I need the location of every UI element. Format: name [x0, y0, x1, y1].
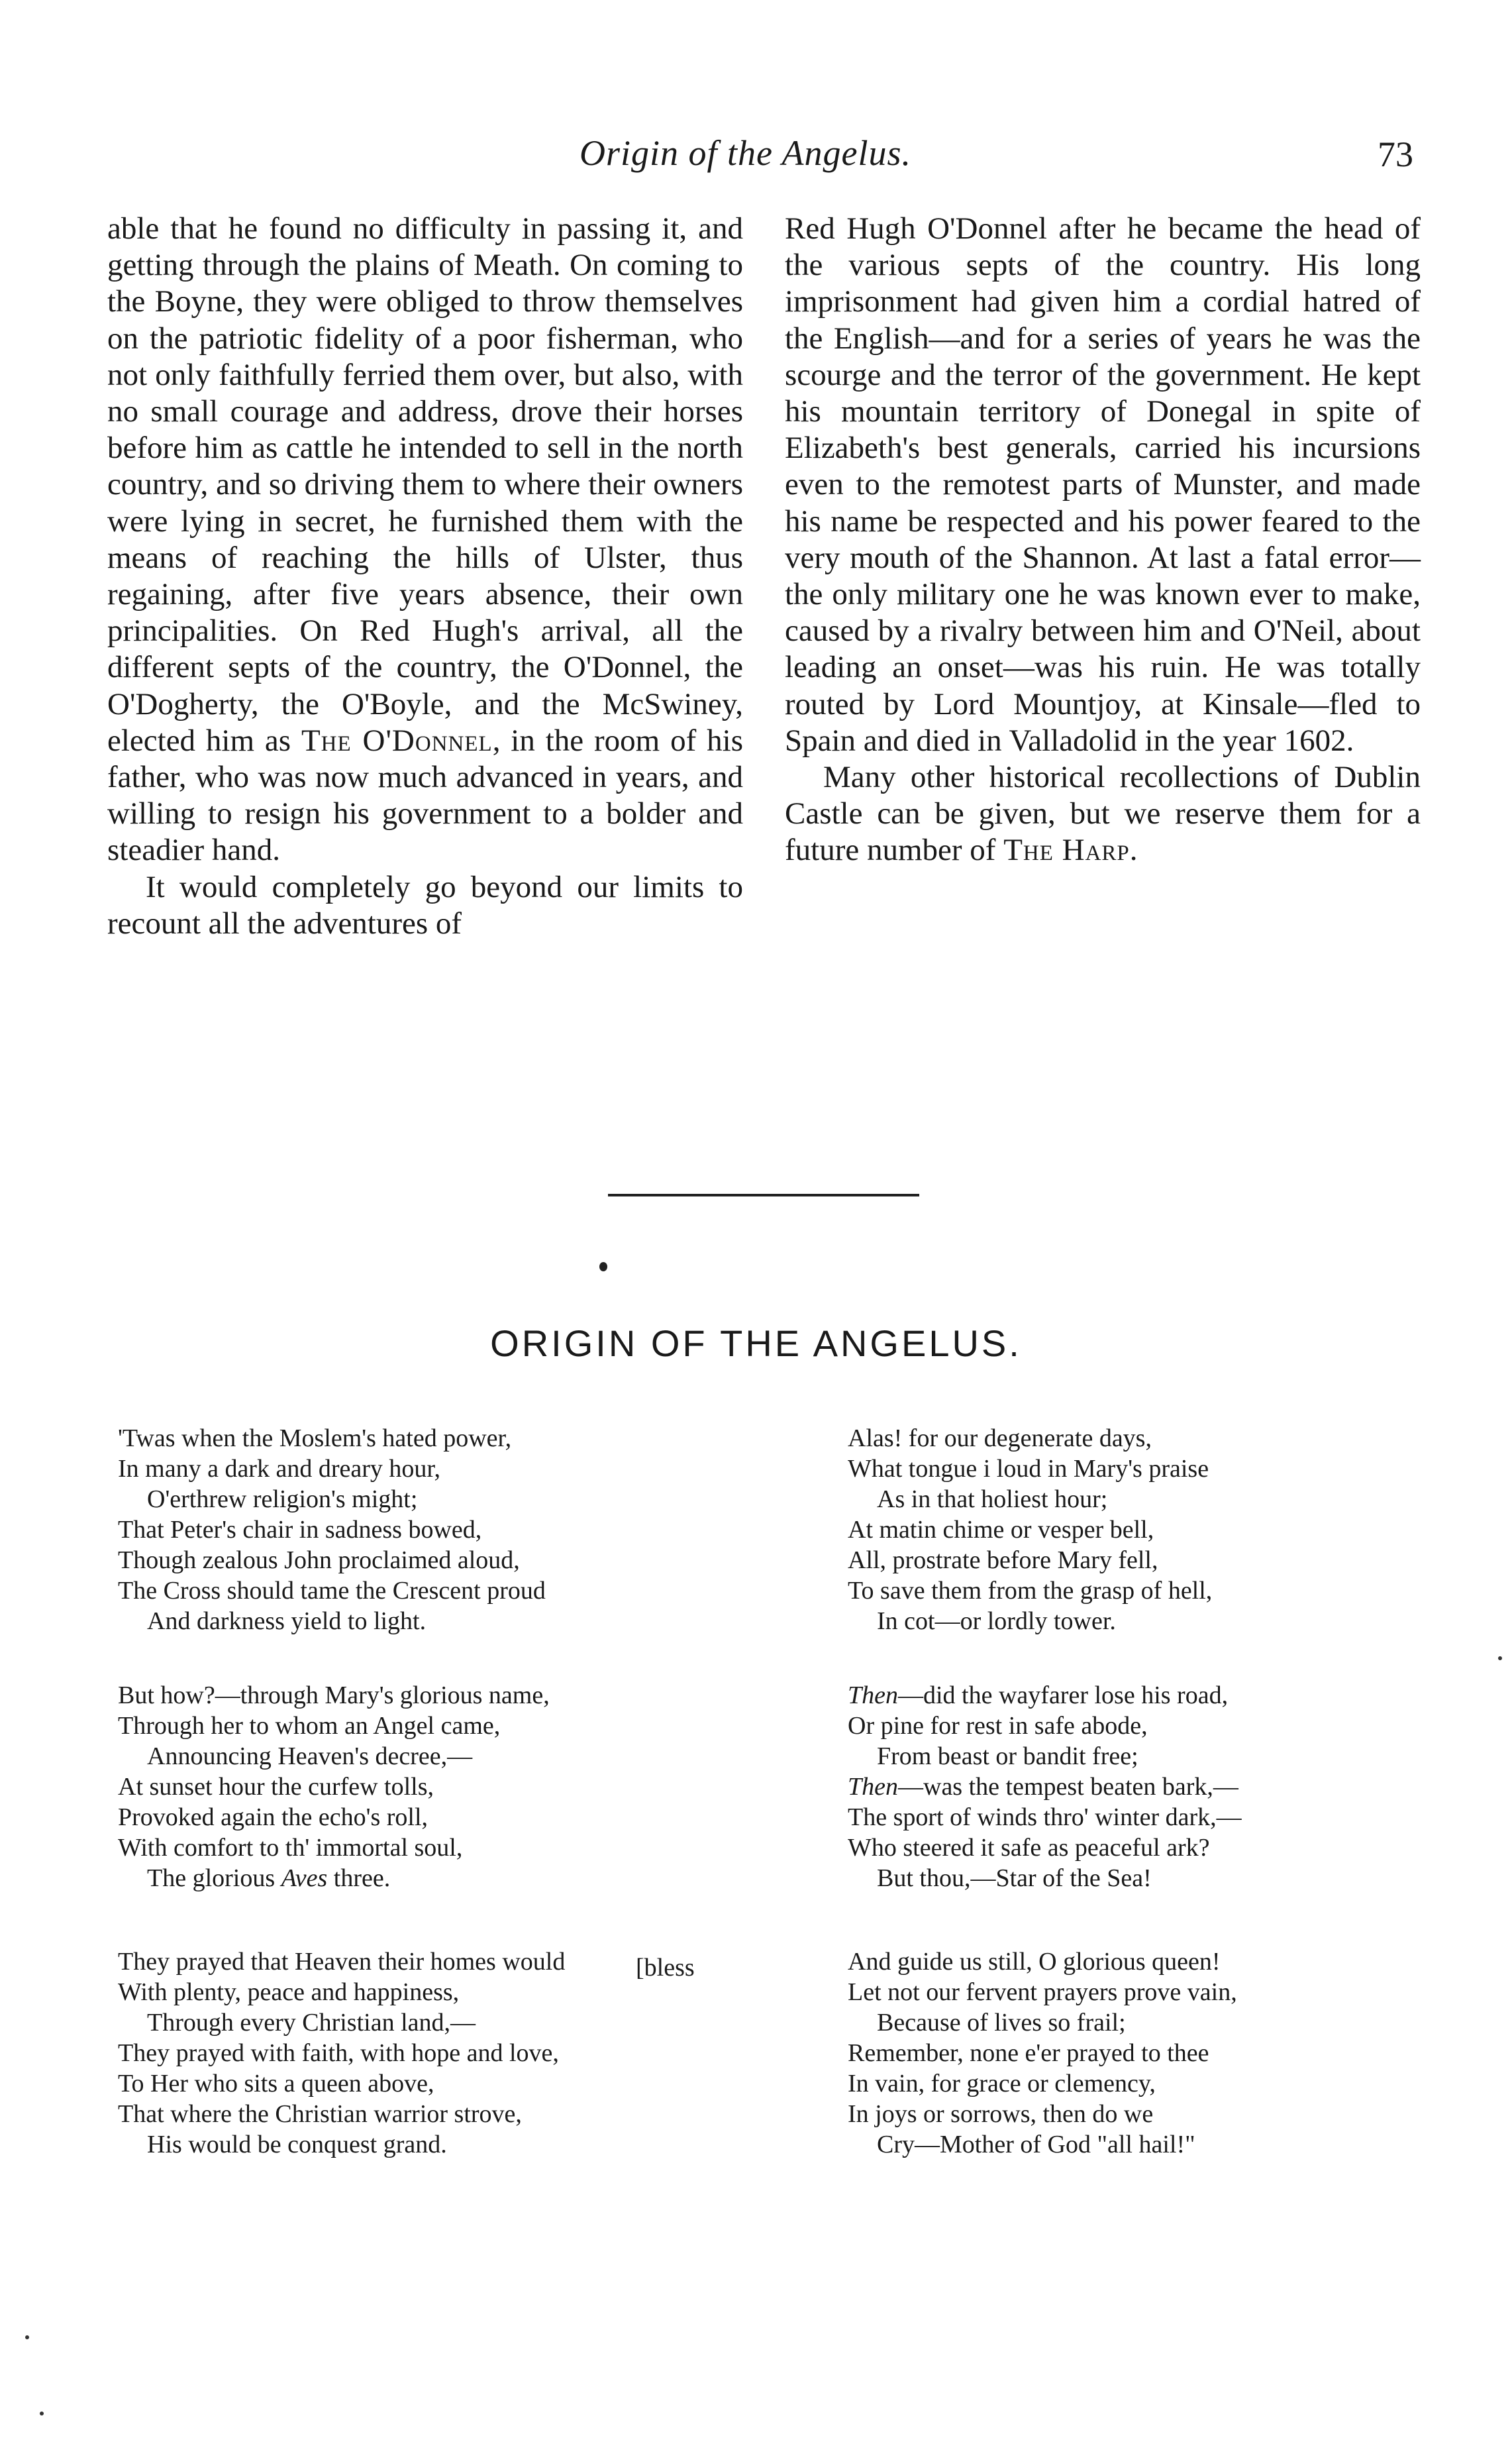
article-paragraph: It would completely go beyond our limits to recount all the adventures of	[107, 869, 743, 941]
poem-line: O'erthrew religion's might;	[147, 1485, 418, 1513]
print-speck	[1498, 1656, 1502, 1660]
poem-stanza-2	[118, 1680, 780, 1893]
poem-line: Alas! for our degenerate days,	[848, 1424, 1152, 1452]
italic-word: Aves	[281, 1864, 328, 1892]
poem-line: Cry—Mother of God "all hail!"	[877, 2131, 1195, 2158]
poem-line: In joys or sorrows, then do we	[848, 2100, 1154, 2128]
poem-line: Let not our fervent prayers prove vain,	[848, 1978, 1237, 2006]
poem-stanza-6	[848, 1946, 1510, 2160]
poem-line: To Her who sits a queen above,	[118, 2070, 434, 2097]
poem-line: His would be conquest grand.	[147, 2131, 447, 2158]
running-title: Origin of the Angelus.	[580, 133, 911, 173]
poem-line: The glorious Aves three.	[147, 1864, 391, 1892]
article-left-column	[107, 211, 743, 942]
poem-line: That Peter's chair in sadness bowed,	[118, 1516, 482, 1544]
poem-line: And darkness yield to light.	[147, 1607, 427, 1635]
article-paragraph: Red Hugh O'Donnel after he became the head of the various septs of the country. His long imprisonment had given him a cordial hatred of the English—and for a series of years he was the scourge and the terror of the government. He kept his mountain territory of Donegal in spite of Elizabeth's best generals, carried his incursions even to the remotest parts of Munster, and made his name be respected and his power feared to the very mouth of the Shannon. At last a fatal error—the only military one he was known ever to make, caused by a rivalry between him and O'Neil, about leading an onset—was his ruin. He was totally routed by Lord Mountjoy, at Kinsale—fled to Spain and died in Valladolid in the year 1602.	[785, 211, 1421, 758]
poem-line: All, prostrate before Mary fell,	[848, 1546, 1158, 1574]
poem-line: Announcing Heaven's decree,—	[147, 1742, 473, 1770]
poem-line: To save them from the grasp of hell,	[848, 1577, 1213, 1605]
small-caps-name: The Harp	[1003, 833, 1130, 868]
poem-stanza-5	[848, 1680, 1510, 1893]
poem-line: They prayed that Heaven their homes would	[118, 1948, 566, 1976]
poem-line: Or pine for rest in safe abode,	[848, 1712, 1148, 1740]
poem-stanza-1	[118, 1423, 780, 1636]
print-speck	[40, 2412, 44, 2415]
poem-line: 'Twas when the Moslem's hated power,	[118, 1424, 512, 1452]
poem-line: From beast or bandit free;	[877, 1742, 1138, 1770]
poem-line: With plenty, peace and happiness,	[118, 1978, 460, 2006]
poem-line: As in that holiest hour;	[877, 1485, 1108, 1513]
poem-line: Provoked again the echo's roll,	[118, 1803, 428, 1831]
poem-line: But how?—through Mary's glorious name,	[118, 1681, 550, 1709]
poem-line: With comfort to th' immortal soul,	[118, 1834, 463, 1862]
poem-stanza-4	[848, 1423, 1510, 1636]
poem-line: Who steered it safe as peaceful ark?	[848, 1834, 1210, 1862]
running-head	[0, 133, 1512, 186]
article-paragraph: able that he found no difficulty in passing it, and getting through the plains of Meath. On coming to the Boyne, they were obliged to throw themselves on the patriotic fidelity of a poor fisherman, who not only faithfully ferried them over, but also, with no small courage and address, drove their horses before him as cattle he intended to sell in the north country, and so driving them to where their owners were lying in secret, he furnished them with the means of reaching the hills of Ulster, thus regaining, after five years absence, their own principalities. On Red Hugh's arrival, all the different septs of the country, the O'Donnel, the O'Dogherty, the O'Boyle, and the McSwiney, elected him as The O'Donnel, in the room of his father, who was now much advanced in years, and willing to resign his government to a bolder and steadier hand.	[107, 211, 743, 868]
page-number: 73	[1378, 134, 1413, 174]
turnover-word: [bless	[636, 1954, 695, 1982]
poem-line: Through every Christian land,—	[147, 2009, 476, 2037]
poem-line: At matin chime or vesper bell,	[848, 1516, 1154, 1544]
poem-line: Then—was the tempest beaten bark,—	[848, 1773, 1238, 1801]
poem-line: In many a dark and dreary hour,	[118, 1455, 441, 1483]
poem-line: Though zealous John proclaimed aloud,	[118, 1546, 520, 1574]
article-right-column	[785, 211, 1421, 869]
ornament-dot	[599, 1262, 607, 1271]
poem-line: Then—did the wayfarer lose his road,	[848, 1681, 1229, 1709]
poem-line: That where the Christian warrior strove,	[118, 2100, 522, 2128]
poem-line: In vain, for grace or clemency,	[848, 2070, 1156, 2097]
poem-line: Remember, none e'er prayed to thee	[848, 2039, 1209, 2067]
poem-line: At sunset hour the curfew tolls,	[118, 1773, 434, 1801]
poem-line: What tongue i loud in Mary's praise	[848, 1455, 1209, 1483]
poem-line: And guide us still, O glorious queen!	[848, 1948, 1221, 1976]
small-caps-name: The O'Donnel	[301, 723, 493, 758]
italic-word: Then	[848, 1773, 898, 1801]
poem-line: But thou,—Star of the Sea!	[877, 1864, 1152, 1892]
poem-line: In cot—or lordly tower.	[877, 1607, 1116, 1635]
poem-line: The Cross should tame the Crescent proud	[118, 1577, 546, 1605]
article-paragraph: Many other historical recollections of Dublin Castle can be given, but we reserve them for a future number of The Harp.	[785, 760, 1421, 868]
poem-line: Because of lives so frail;	[877, 2009, 1126, 2037]
print-speck	[25, 2335, 29, 2339]
poem-title: ORIGIN OF THE ANGELUS.	[490, 1322, 1022, 1364]
poem-line: Through her to whom an Angel came,	[118, 1712, 501, 1740]
poem-line: They prayed with faith, with hope and love,	[118, 2039, 559, 2067]
section-divider	[608, 1194, 919, 1196]
italic-word: Then	[848, 1681, 898, 1709]
poem-line: The sport of winds thro' winter dark,—	[848, 1803, 1242, 1831]
